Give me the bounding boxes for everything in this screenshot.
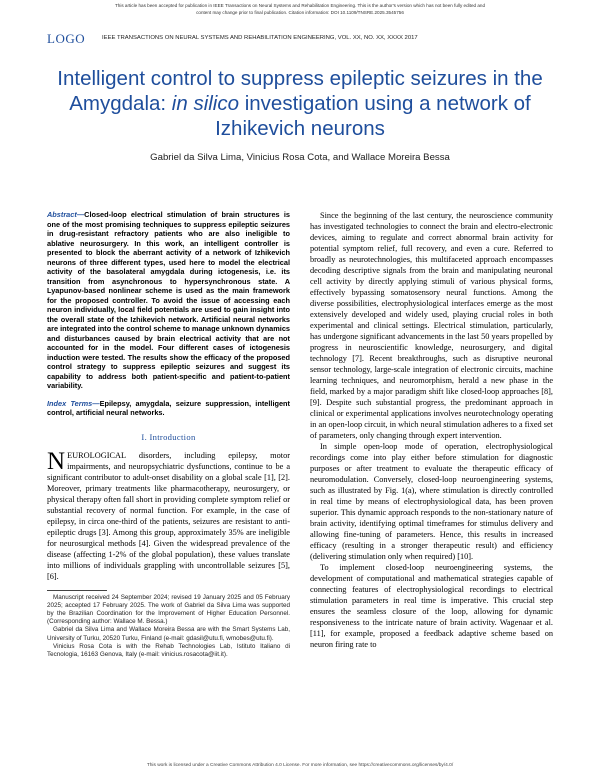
left-column bbox=[47, 210, 290, 659]
publication-notice-line1: This article has been accepted for publication in IEEE Transactions on Neural Systems and Rehabilitation Engineering. This is the author's version which has not been fully edited and bbox=[114, 3, 486, 8]
journal-logo: LOGO bbox=[47, 31, 86, 46]
footnote-affiliation-1: Gabriel da Silva Lima and Wallace Moreira Bessa are with the Smart Systems Lab, University of Turku, 20520 Turku, Finland (e-mail: gdasil@utu.fi, wmobes@utu.fi). bbox=[47, 626, 290, 642]
publication-notice-line2: content may change prior to final publication. Citation information: DOI 10.1109/TNSRE.2025.3545756 bbox=[196, 10, 404, 15]
abstract-text: Closed-loop electrical stimulation of brain structures is one of the most promising techniques to suppress epileptic seizures in drug-resistant refractory patients who are also ineligible to ablative neurosurgery. In this work, an intelligent controller is presented to block the aberrant activity of a network of Izhikevich neurons of three different types, used here to model the electrical activity of the basolateral amygdala during ictogenesis, i.e. its transition from asynchronous to hypersynchronous state. A Lyapunov-based nonlinear scheme is used as the main framework for the proposed controller. To avoid the issue of accessing each neuron individually, local field potentials are used to gain insight into the overall state of the Izhikevich network. Artificial neural networks are integrated into the control scheme to manage unknown dynamics and disturbances caused by brain electrical activity that are not accounted for in the model. Four different cases of ictogenesis induction were tested. The results show the efficacy of the proposed control strategy to suppress epileptic seizures and suggest its capability to address both patient-specific and patient-to-patient variability. bbox=[47, 210, 290, 390]
journal-line: IEEE TRANSACTIONS ON NEURAL SYSTEMS AND REHABILITATION ENGINEERING, VOL. XX, NO. XX, XXXX 2017 bbox=[102, 35, 418, 41]
title-italic: in silico bbox=[171, 92, 240, 115]
publication-notice bbox=[0, 2, 600, 16]
index-terms-label: Index Terms— bbox=[47, 398, 100, 408]
abstract bbox=[47, 210, 290, 391]
footnote-divider bbox=[47, 590, 107, 591]
index-terms bbox=[47, 399, 290, 418]
intro-paragraph bbox=[47, 447, 290, 582]
running-header bbox=[47, 33, 552, 45]
right-column bbox=[310, 210, 553, 650]
abstract-label: Abstract— bbox=[47, 210, 85, 219]
paragraph-open-loop: In simple open-loop mode of operation, electrophysiological recordings come into play either before stimulation for diagnostic purposes or after treatment to evaluate the therapeutic efficacy of neuromodulation. Conversely, closed-loop neuroengineering systems, such as illustrated by Fig. 1(a), where stimulation is directly controlled in real time by means of electrophysiological data, has been proven superior. This dynamic approach responds to the non-stationary nature of brain activity, identifying optimal timeframes for stimulus delivery and allowing fine-tuning of parameters. Hence, this results in increased efficacy (resulting in a stronger therapeutic result) and efficiency (delivering stimulation only when required) [10]. bbox=[310, 442, 553, 561]
paragraph-closed-loop: To implement closed-loop neuroengineering systems, the development of computational and mathematical strategies capable of connecting features of electrophysiological recordings to electrical stimulation parameters in real time is imperative. This crucial step ensures the seamless closure of the loop, allowing for dynamic responsiveness to the intricate nature of brain activity. Wagenaar et al. [11], for example, proposed a feedback adaptive scheme based on neuron firing rate to bbox=[310, 563, 553, 649]
index-terms-text: Epilepsy, amygdala, seizure suppression, intelligent control, artificial neural networks. bbox=[47, 398, 290, 417]
drop-cap: N bbox=[47, 447, 66, 475]
right-column-text bbox=[310, 210, 553, 650]
license-notice: This work is licensed under a Creative Commons Attribution 4.0 License. For more information, see https://creativecommons.org/licenses/by/4.0/ bbox=[146, 763, 454, 768]
footnote-affiliation-2: Vinicius Rosa Cota is with the Rehab Technologies Lab, Istituto Italiano di Tecnologia, 16163 Genova, Italy (e-mail: vinicius.rosacota@iit.it). bbox=[47, 642, 290, 658]
intro-lead-word: EUROLOGICAL bbox=[67, 450, 127, 460]
section-heading-introduction: I. Introduction bbox=[141, 431, 196, 442]
author-list: Gabriel da Silva Lima, Vinicius Rosa Cota, and Wallace Moreira Bessa bbox=[150, 152, 450, 163]
paragraph-history: Since the beginning of the last century, the neuroscience community has investigated technologies to connect the brain and electro-electronic devices, aiming to regulate and correct abnormal brain activity for potential symptom relief, full recovery, and even a cure. Referred to broadly as neurotechnologies, this multifaceted approach encompasses decoding descriptive signals from the brain and manipulating neuronal cell activity by directly applying stimuli of various physical forms, effectively bypassing somatosensory neural functions. Among the diverse possibilities, electrophysiological interfaces emerge as the most extensively developed and widely used, playing crucial roles in both experimental and clinical settings. Electrical stimulation, particularly, has undergone significant advancements in the last 50 years propelled by progress in neuroscientific knowledge, neurosurgery, and digital technology [7]. Recent breakthroughs, such as disruptive neuronal sensor technology, large-scale integration of electronic circuits, machine learning techniques, and neuromorphism, herald a new phase in the field, marked by a major paradigm shift like closed-loop approaches [8], [9]. Despite such substantial progress, the predominant approach in clinical or experimental applications involves neurotechnology operating in an open-loop circuit, in which neural stimulation adheres to a fixed set of parameters, only changing through expert intervention. bbox=[310, 211, 553, 440]
paper-title bbox=[40, 66, 560, 141]
footnotes bbox=[47, 594, 290, 660]
title-part1: Intelligent control to suppress epileptic seizures in the Amygdala: bbox=[57, 67, 543, 115]
footnote-manuscript: Manuscript received 24 September 2024; revised 19 January 2025 and 05 February 2025; accepted 17 February 2025. The work of Gabriel da Silva Lima was supported by the Brazilian Coordination for the Improvement of Higher Education Personnel. (Corresponding author: Wallace M. Bessa.) bbox=[47, 593, 290, 626]
intro-paragraph-text: disorders, including epilepsy, motor impairments, and neuropsychiatric dysfunctions, continue to be a significant contributor to adult-onset disability on a global scale [1], [2]. Moreover, primary treatments like pharmacotherapy, neurosurgery, or physical therapy often fall short in providing complete symptom relief or substantial recovery of normal function. For example, in the case of epilepsy, in circa one-third of the patients, seizures are resistant to anti-epileptic drugs [3]. Among this group, approximately 35% are ineligible for neurosurgical methods [4]. Given the widespread prevalence of the disease (affecting 1-2% of the global population), these values translate into millions of individuals grappling with uncontrollable seizures [5], [6]. bbox=[47, 450, 290, 581]
title-part2: investigation using a network of Izhikevich neurons bbox=[215, 92, 531, 140]
